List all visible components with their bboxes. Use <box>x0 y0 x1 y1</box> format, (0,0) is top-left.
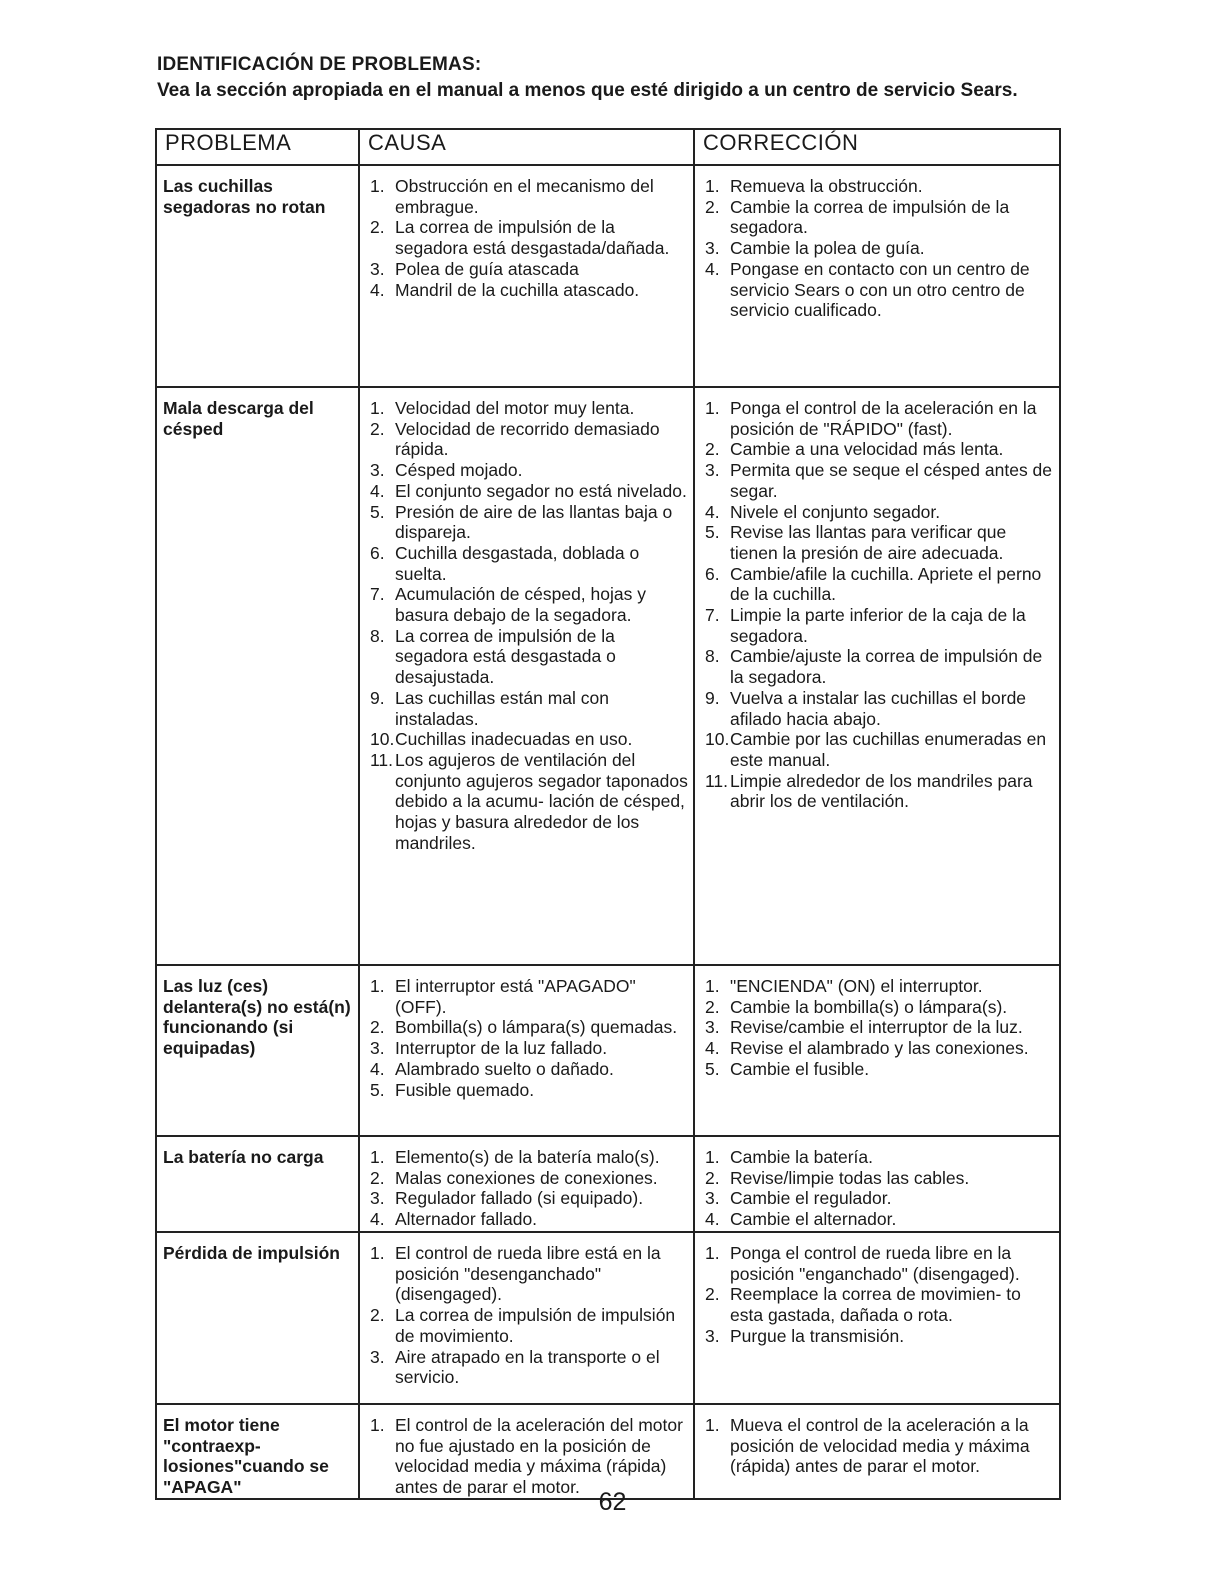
item-number: 1. <box>705 1415 720 1435</box>
list-item <box>370 1017 689 1038</box>
item-number: 2. <box>370 1017 385 1038</box>
fix-list <box>705 398 1055 812</box>
table-row <box>156 1136 1060 1232</box>
list-item <box>370 1209 689 1230</box>
item-number: 4. <box>705 501 720 522</box>
list-item <box>370 1080 689 1101</box>
item-number: 3. <box>705 238 720 259</box>
fix-list <box>705 1147 1055 1230</box>
item-text: Cambie la correa de impulsión de la segadora. <box>730 196 1010 238</box>
item-number: 3. <box>370 258 385 279</box>
item-text: El interruptor está "APAGADO" (OFF). <box>395 976 636 1017</box>
cause-cell <box>359 165 694 387</box>
fix-list <box>705 976 1055 1080</box>
item-text: Permita que se seque el césped antes de segar. <box>730 460 1053 501</box>
fix-cell <box>694 1404 1060 1499</box>
list-item <box>705 197 1055 238</box>
item-text: Cuchilla desgastada, doblada o suelta. <box>395 542 640 584</box>
item-number: 3. <box>705 460 720 481</box>
item-number: 4. <box>370 1058 385 1079</box>
item-number: 2. <box>370 418 385 439</box>
item-text: Cuchillas inadecuadas en uso. <box>395 729 633 750</box>
item-text: El control de la aceleración del motor no fue ajustado en la posición de velocidad media y máxima (rápida) antes de parar el motor. <box>395 1415 683 1498</box>
item-text: Obstrucción en el mecanismo del embrague. <box>395 176 654 217</box>
item-number: 5. <box>370 1079 385 1100</box>
item-text: Limpie alrededor de los mandriles para abrir los de ventilación. <box>730 770 1033 812</box>
item-text: Revise/limpie todas las cables. <box>730 1167 970 1188</box>
item-text: Vuelva a instalar las cuchillas el borde afilado hacia abajo. <box>730 687 1027 729</box>
item-number: 3. <box>705 1017 720 1038</box>
item-text: Cambie/afile la cuchilla. Apriete el perno de la cuchilla. <box>730 563 1042 605</box>
item-text: Nivele el conjunto segador. <box>730 501 941 522</box>
list-item <box>705 502 1055 523</box>
item-number: 5. <box>705 1058 720 1079</box>
item-number: 8. <box>370 625 385 646</box>
list-item <box>705 1284 1055 1325</box>
item-text: Remueva la obstrucción. <box>730 176 923 196</box>
list-item <box>370 217 689 258</box>
item-number: 4. <box>370 1209 385 1230</box>
page-number: 62 <box>598 1488 627 1516</box>
cause-list <box>370 1415 689 1498</box>
item-text: Regulador fallado (si equipado). <box>395 1188 644 1209</box>
cause-list <box>370 1147 689 1230</box>
fix-list <box>705 1415 1055 1477</box>
fix-cell <box>694 965 1060 1136</box>
item-number: 7. <box>705 605 720 626</box>
item-text: La correa de impulsión de impulsión de movimiento. <box>395 1305 676 1346</box>
list-item <box>370 502 689 543</box>
cause-cell <box>359 387 694 965</box>
item-text: Cambie el regulador. <box>730 1188 892 1209</box>
list-item <box>370 626 689 688</box>
item-text: "ENCIENDA" (ON) el interruptor. <box>730 976 983 996</box>
item-number: 4. <box>705 258 720 279</box>
item-number: 6. <box>370 542 385 563</box>
list-item <box>370 750 689 854</box>
item-text: Cambie/ajuste la correa de impulsión de la segadora. <box>730 646 1043 688</box>
cause-list <box>370 398 689 853</box>
list-item <box>705 1243 1055 1284</box>
list-item <box>705 771 1055 812</box>
list-item <box>370 1188 689 1209</box>
item-number: 1. <box>370 976 385 996</box>
list-item <box>370 543 689 584</box>
cause-list <box>370 1243 689 1388</box>
list-item <box>705 1209 1055 1230</box>
item-text: Pongase en contacto con un centro de servicio Sears o con un otro centro de servicio cualificado. <box>730 258 1030 321</box>
list-item <box>370 1415 689 1498</box>
item-number: 10. <box>705 729 730 750</box>
item-text: Cambie el alternador. <box>730 1209 897 1230</box>
item-number: 11. <box>370 749 394 770</box>
table-body <box>156 165 1060 1499</box>
item-number: 9. <box>705 687 720 708</box>
list-item <box>370 398 689 419</box>
problem-cell: Mala descarga del césped <box>156 387 359 965</box>
item-text: Los agujeros de ventilación del conjunto agujeros segador taponados debido a la acumu- lación de césped, hojas y basura alrededor de los mandriles. <box>395 749 688 853</box>
item-text: Presión de aire de las llantas baja o dispareja. <box>395 501 673 543</box>
item-text: Aire atrapado en la transporte o el servicio. <box>395 1346 660 1388</box>
list-item <box>370 584 689 625</box>
item-number: 1. <box>705 976 720 996</box>
item-number: 1. <box>370 176 385 196</box>
table-row <box>156 165 1060 387</box>
item-text: Reemplace la correa de movimien- to esta gastada, dañada o rota. <box>730 1284 1021 1326</box>
item-text: Alambrado suelto o dañado. <box>395 1058 614 1079</box>
list-item <box>370 729 689 750</box>
list-item <box>370 280 689 301</box>
item-text: Cambie a una velocidad más lenta. <box>730 439 1004 460</box>
cause-list <box>370 976 689 1100</box>
item-text: Revise las llantas para verificar que tienen la presión de aire adecuada. <box>730 522 1007 563</box>
list-item <box>370 460 689 481</box>
item-number: 5. <box>705 522 720 543</box>
cause-cell <box>359 1232 694 1404</box>
list-item <box>705 729 1055 770</box>
fix-cell <box>694 1232 1060 1404</box>
fix-list <box>705 1243 1055 1347</box>
item-text: Revise/cambie el interruptor de la luz. <box>730 1017 1023 1038</box>
list-item <box>705 522 1055 563</box>
fix-cell <box>694 1136 1060 1232</box>
item-number: 2. <box>705 196 720 217</box>
item-text: La correa de impulsión de la segadora está desgastada/dañada. <box>395 217 670 259</box>
item-text: Alternador fallado. <box>395 1209 538 1230</box>
list-item <box>370 259 689 280</box>
list-item <box>705 238 1055 259</box>
fix-list <box>705 176 1055 321</box>
item-text: Acumulación de césped, hojas y basura debajo de la segadora. <box>395 584 646 626</box>
item-number: 6. <box>705 563 720 584</box>
item-text: Las cuchillas están mal con instaladas. <box>395 687 609 729</box>
item-text: Limpie la parte inferior de la caja de la segadora. <box>730 605 1026 646</box>
item-text: El conjunto segador no está nivelado. <box>395 480 687 501</box>
item-text: Cambie la batería. <box>730 1147 873 1167</box>
list-item <box>705 1168 1055 1189</box>
list-item <box>370 481 689 502</box>
list-item <box>705 439 1055 460</box>
table-row <box>156 1404 1060 1499</box>
fix-cell <box>694 387 1060 965</box>
item-number: 1. <box>705 1243 720 1263</box>
item-text: Revise el alambrado y las conexiones. <box>730 1038 1029 1059</box>
list-item <box>370 419 689 460</box>
item-number: 1. <box>370 398 385 418</box>
column-header-cause: CAUSA <box>359 129 694 165</box>
item-number: 1. <box>370 1147 385 1167</box>
item-number: 7. <box>370 584 385 605</box>
list-item <box>705 564 1055 605</box>
item-text: Césped mojado. <box>395 460 523 481</box>
item-number: 2. <box>705 1284 720 1305</box>
column-header-problem: PROBLEMA <box>156 129 359 165</box>
item-number: 2. <box>705 996 720 1017</box>
table-header-row <box>156 129 1060 165</box>
item-number: 2. <box>705 1167 720 1188</box>
item-text: Malas conexiones de conexiones. <box>395 1167 658 1188</box>
page-subheading: Vea la sección apropiada en el manual a menos que esté dirigido a un centro de servicio Sears. <box>157 80 1018 101</box>
list-item <box>370 1305 689 1346</box>
item-text: La correa de impulsión de la segadora está desgastada o desajustada. <box>395 625 616 688</box>
item-number: 9. <box>370 687 385 708</box>
item-text: Fusible quemado. <box>395 1079 535 1100</box>
problem-cell: El motor tiene "contraexp- losiones"cuando se "APAGA" <box>156 1404 359 1499</box>
item-text: Elemento(s) de la batería malo(s). <box>395 1147 660 1167</box>
troubleshooting-table <box>155 128 1061 1500</box>
cause-list <box>370 176 689 300</box>
item-text: Interruptor de la luz fallado. <box>395 1038 608 1059</box>
item-number: 2. <box>370 217 385 238</box>
list-item <box>705 1038 1055 1059</box>
item-number: 2. <box>370 1305 385 1326</box>
item-text: Ponga el control de la aceleración en la posición de "RÁPIDO" (fast). <box>730 398 1037 439</box>
list-item <box>370 688 689 729</box>
list-item <box>705 398 1055 439</box>
item-number: 3. <box>370 460 385 481</box>
item-number: 3. <box>370 1188 385 1209</box>
item-number: 1. <box>370 1243 385 1263</box>
list-item <box>370 1038 689 1059</box>
item-number: 3. <box>370 1038 385 1059</box>
item-text: Cambie el fusible. <box>730 1058 870 1079</box>
item-number: 3. <box>705 1325 720 1346</box>
list-item <box>705 1059 1055 1080</box>
table-row <box>156 387 1060 965</box>
item-number: 4. <box>705 1038 720 1059</box>
item-text: Velocidad del motor muy lenta. <box>395 398 635 418</box>
problem-cell: La batería no carga <box>156 1136 359 1232</box>
list-item <box>705 176 1055 197</box>
table-row <box>156 965 1060 1136</box>
item-text: Mandril de la cuchilla atascado. <box>395 279 640 300</box>
list-item <box>705 976 1055 997</box>
item-text: Velocidad de recorrido demasiado rápida. <box>395 418 660 460</box>
item-number: 11. <box>705 770 729 791</box>
item-text: Purgue la transmisión. <box>730 1325 905 1346</box>
item-number: 4. <box>370 480 385 501</box>
item-number: 1. <box>705 176 720 196</box>
item-number: 1. <box>705 398 720 418</box>
cause-cell <box>359 1404 694 1499</box>
item-text: Cambie la polea de guía. <box>730 238 925 259</box>
list-item <box>705 605 1055 646</box>
item-number: 4. <box>370 279 385 300</box>
list-item <box>705 1415 1055 1477</box>
item-text: El control de rueda libre está en la posición "desenganchado" (disengaged). <box>395 1243 661 1305</box>
list-item <box>370 176 689 217</box>
item-number: 5. <box>370 501 385 522</box>
item-text: Polea de guía atascada <box>395 258 579 279</box>
list-item <box>705 646 1055 687</box>
list-item <box>705 1147 1055 1168</box>
list-item <box>370 1147 689 1168</box>
item-number: 3. <box>705 1188 720 1209</box>
cause-cell <box>359 1136 694 1232</box>
item-text: Cambie por las cuchillas enumeradas en este manual. <box>730 729 1047 770</box>
problem-cell: Las luz (ces) delantera(s) no está(n) funcionando (si equipadas) <box>156 965 359 1136</box>
item-text: Mueva el control de la aceleración a la posición de velocidad media y máxima (rápida) antes de parar el motor. <box>730 1415 1030 1477</box>
list-item <box>370 1059 689 1080</box>
fix-cell <box>694 165 1060 387</box>
list-item <box>370 1168 689 1189</box>
column-header-fix: CORRECCIÓN <box>694 129 1060 165</box>
list-item <box>705 997 1055 1018</box>
page-heading: IDENTIFICACIÓN DE PROBLEMAS: <box>157 54 482 75</box>
list-item <box>370 1243 689 1305</box>
list-item <box>370 976 689 1017</box>
item-number: 2. <box>370 1167 385 1188</box>
list-item <box>370 1347 689 1388</box>
list-item <box>705 460 1055 501</box>
item-number: 8. <box>705 646 720 667</box>
item-number: 1. <box>370 1415 385 1435</box>
list-item <box>705 1326 1055 1347</box>
item-number: 1. <box>705 1147 720 1167</box>
problem-cell: Las cuchillas segadoras no rotan <box>156 165 359 387</box>
list-item <box>705 259 1055 321</box>
item-text: Ponga el control de rueda libre en la posición "enganchado" (disengaged). <box>730 1243 1020 1284</box>
list-item <box>705 1017 1055 1038</box>
item-number: 4. <box>705 1209 720 1230</box>
list-item <box>705 688 1055 729</box>
item-number: 10. <box>370 729 395 750</box>
item-text: Cambie la bombilla(s) o lámpara(s). <box>730 996 1008 1017</box>
item-text: Bombilla(s) o lámpara(s) quemadas. <box>395 1017 678 1038</box>
problem-cell: Pérdida de impulsión <box>156 1232 359 1404</box>
table-row <box>156 1232 1060 1404</box>
cause-cell <box>359 965 694 1136</box>
list-item <box>705 1188 1055 1209</box>
item-number: 3. <box>370 1346 385 1367</box>
item-number: 2. <box>705 439 720 460</box>
